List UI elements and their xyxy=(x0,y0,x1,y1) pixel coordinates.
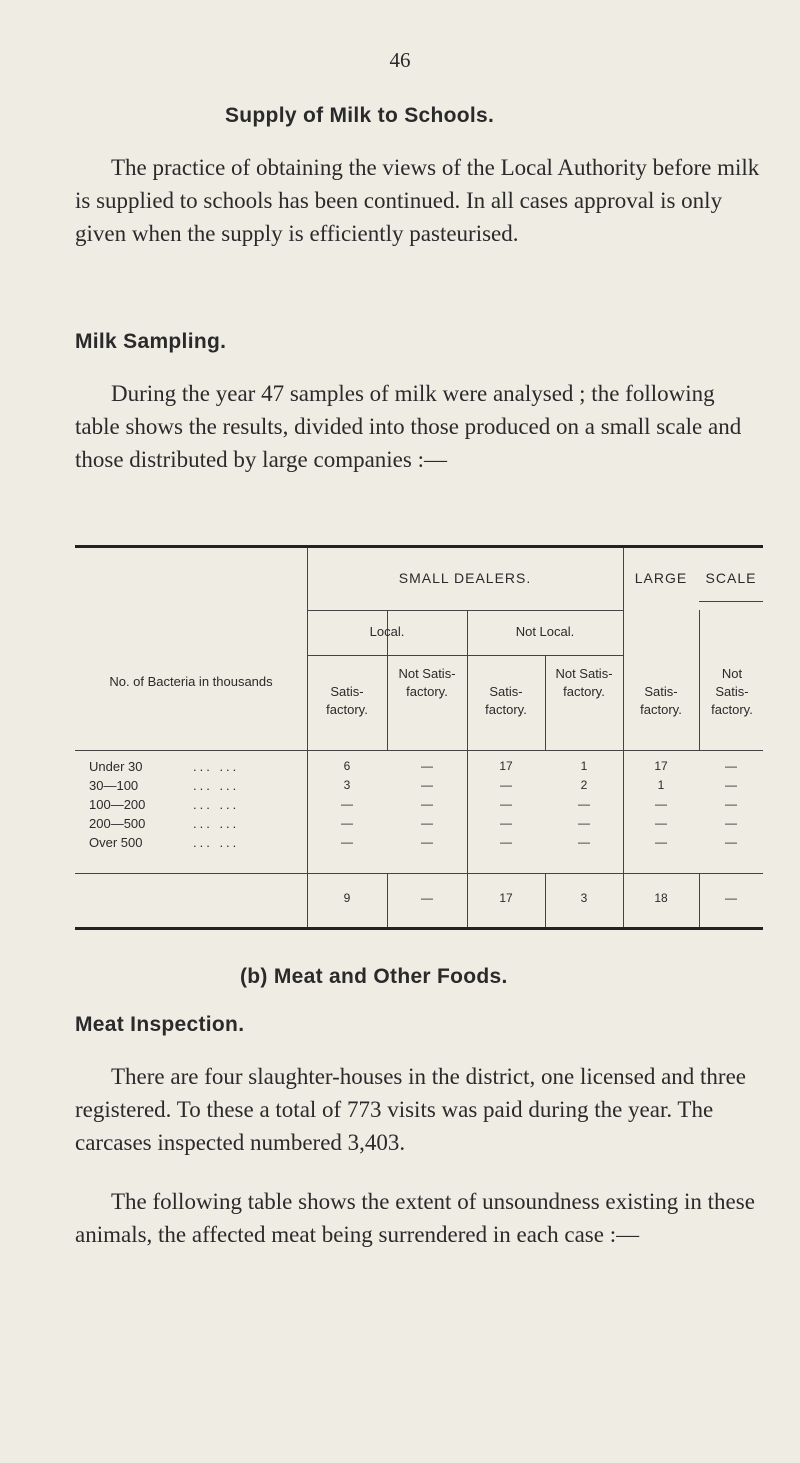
table-row-label xyxy=(89,797,240,812)
table-cell: — xyxy=(500,835,512,849)
heading-meat-inspection: Meat Inspection. xyxy=(75,1013,245,1036)
subheader-local: Local. xyxy=(369,624,405,639)
table-cell: — xyxy=(500,816,512,830)
table-cell: — xyxy=(655,835,667,849)
table-divider xyxy=(467,610,468,927)
total-cell: — xyxy=(421,891,433,905)
paragraph-supply-of-milk: The practice of obtaining the views of the Local Authority before milk is supplied to schools has been continued. In all cases approval is only given when the supply is efficiently pasteurised. xyxy=(75,155,760,246)
row-leader-dots: ... ... xyxy=(193,759,240,774)
paragraph-meat-inspection-1: There are four slaughter-houses in the district, one licensed and three registered. To these a total of 773 visits was paid during the year. The carcases inspected numbered 3,403. xyxy=(75,1064,746,1155)
row-label-text: Over 500 xyxy=(89,835,143,850)
table-divider xyxy=(623,548,624,927)
table-row-label xyxy=(89,816,240,831)
table-row-label xyxy=(89,759,240,774)
table-divider xyxy=(699,601,763,602)
group-small-dealers: SMALL DEALERS. xyxy=(398,570,532,586)
table-cell: — xyxy=(578,797,590,811)
row-leader-dots: ... ... xyxy=(193,835,240,850)
table-cell: — xyxy=(500,797,512,811)
table-cell: — xyxy=(725,759,737,773)
col-notlocal-satisfactory: Satis- factory. xyxy=(485,684,527,717)
row-label-text: 30—100 xyxy=(89,778,139,793)
table-cell: 17 xyxy=(654,759,668,773)
group-large-part2: SCALE xyxy=(705,570,757,586)
table-cell: — xyxy=(578,816,590,830)
table-cell: — xyxy=(725,835,737,849)
table-cell: — xyxy=(421,759,433,773)
heading-milk-sampling: Milk Sampling. xyxy=(75,330,227,353)
total-cell: 17 xyxy=(499,891,513,905)
table-bottom-rule xyxy=(75,927,763,930)
table-divider xyxy=(75,873,763,874)
row-label-text: 100—200 xyxy=(89,797,146,812)
table-cell: 6 xyxy=(343,759,351,773)
paragraph-milk-sampling: During the year 47 samples of milk were analysed ; the following table shows the results, divided into those produced on a small scale and those distributed by large companies :— xyxy=(75,381,742,472)
page-number: 46 xyxy=(389,48,411,72)
milk-sampling-table xyxy=(75,545,763,930)
col-large-not-satisfactory: Not Satis- factory. xyxy=(711,666,753,717)
row-leader-dots: ... ... xyxy=(193,778,240,793)
table-cell: — xyxy=(341,797,353,811)
table-row-label xyxy=(89,835,240,850)
table-divider xyxy=(699,610,700,750)
table-divider xyxy=(545,873,546,927)
subheader-not-local: Not Local. xyxy=(515,624,575,639)
table-cell: 17 xyxy=(499,759,513,773)
table-cell: — xyxy=(421,797,433,811)
table-cell: — xyxy=(421,835,433,849)
col-notlocal-not-satisfactory: Not Satis- factory. xyxy=(555,666,613,699)
table-cell: — xyxy=(725,816,737,830)
table-cell: — xyxy=(341,835,353,849)
row-label-text: 200—500 xyxy=(89,816,146,831)
table-divider xyxy=(387,873,388,927)
table-cell: 1 xyxy=(580,759,588,773)
table-cell: — xyxy=(725,797,737,811)
total-cell: 18 xyxy=(654,891,668,905)
col-local-satisfactory: Satis- factory. xyxy=(326,684,368,717)
table-cell: — xyxy=(725,778,737,792)
heading-supply-of-milk: Supply of Milk to Schools. xyxy=(225,104,495,127)
table-cell: — xyxy=(421,816,433,830)
table-divider xyxy=(307,548,308,927)
col-local-not-satisfactory: Not Satis- factory. xyxy=(398,666,456,699)
table-cell: 2 xyxy=(580,778,588,792)
table-cell: — xyxy=(655,797,667,811)
row-label-text: Under 30 xyxy=(89,759,143,774)
table-cell: — xyxy=(421,778,433,792)
total-cell: — xyxy=(725,891,737,905)
col-large-satisfactory: Satis- factory. xyxy=(640,684,682,717)
table-divider xyxy=(545,655,546,750)
total-cell: 3 xyxy=(580,891,588,905)
table-divider xyxy=(307,610,623,611)
row-leader-dots: ... ... xyxy=(193,816,240,831)
paragraph-meat-inspection-2: The following table shows the extent of unsoundness existing in these animals, the affected meat being surrendered in each case :— xyxy=(75,1189,755,1247)
table-divider xyxy=(75,750,763,751)
table-top-rule xyxy=(75,545,763,548)
heading-meat-and-other-foods: (b) Meat and Other Foods. xyxy=(240,965,508,988)
table-divider xyxy=(307,655,623,656)
table-cell: — xyxy=(341,816,353,830)
table-divider xyxy=(699,873,700,927)
table-cell: 1 xyxy=(657,778,665,792)
table-cell: — xyxy=(655,816,667,830)
group-large-part1: LARGE xyxy=(634,570,688,586)
table-cell: — xyxy=(578,835,590,849)
total-cell: 9 xyxy=(343,891,351,905)
row-leader-dots: ... ... xyxy=(193,797,240,812)
table-cell: 3 xyxy=(343,778,351,792)
table-row-label xyxy=(89,778,240,793)
row-header: No. of Bacteria in thousands xyxy=(109,674,273,689)
table-cell: — xyxy=(500,778,512,792)
